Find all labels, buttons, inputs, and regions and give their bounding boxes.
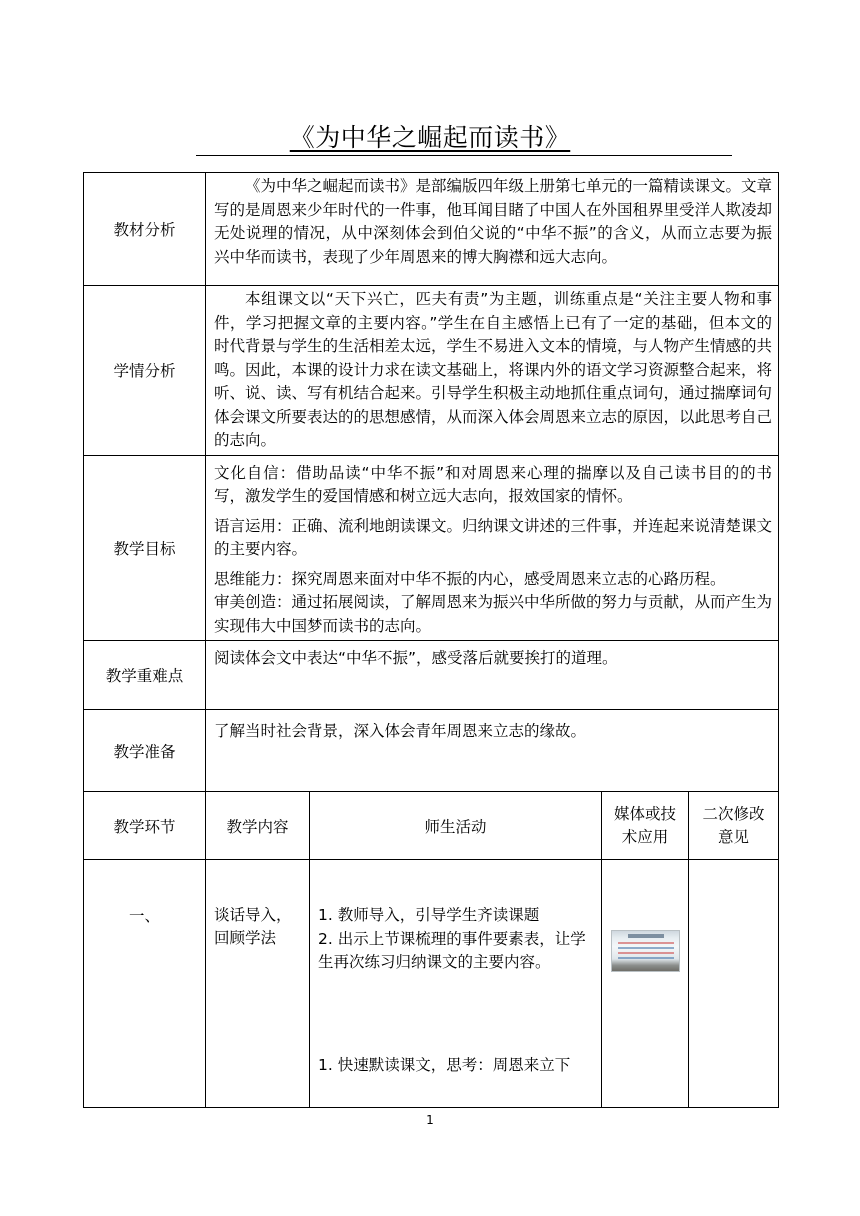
cell-preparation	[206, 710, 779, 792]
cell-learner-analysis	[206, 286, 779, 456]
header-media: 媒体或技术应用	[602, 792, 689, 860]
text-learner-analysis: 本组课文以“天下兴亡，匹夫有责”为主题，训练重点是“关注主要人物和事件，学习把握文章的主要内容。”学生在自主感悟上已有了一定的基础，但本文的时代背景与学生的生活相差太远，学生不易进入文本的情境，与人物产生情感的共鸣。因此，本课的设计力求在读文基础上，将课内外的语文学习资源整合起来，将听、说、读、写有机结合起来。引导学生积极主动地抓住重点词句，通过揣摩词句体会课文所要表达的的思想感情，从而深入体会周恩来立志的原因，以此思考自己的志向。	[214, 290, 773, 449]
header-stage: 教学环节	[84, 792, 206, 860]
table-row	[84, 860, 779, 1108]
activity-line-next: 1. 快速默读课文，思考：周恩来立下	[318, 1056, 571, 1074]
row-teaching-objectives	[84, 455, 779, 641]
stage-media	[602, 860, 689, 1108]
process-header-row	[84, 792, 779, 860]
objective-thinking: 思维能力：探究周恩来面对中华不振的内心，感受周恩来立志的心路历程。	[214, 569, 726, 588]
label-key-points: 教学重难点	[84, 641, 206, 710]
row-material-analysis	[84, 173, 779, 286]
objective-language: 语言运用：正确、流利地朗读课文。归纳课文讲述的三件事，并连起来说清楚课文的主要内容。	[214, 516, 773, 558]
activity-line: 1. 教师导入，引导学生齐读课题	[318, 906, 540, 924]
row-key-points	[84, 641, 779, 710]
label-learner-analysis: 学情分析	[84, 286, 206, 456]
text-key-points: 阅读体会文中表达“中华不振”，感受落后就要挨打的道理。	[214, 649, 618, 667]
lesson-plan-table	[83, 172, 779, 1108]
label-teaching-objectives: 教学目标	[84, 455, 206, 641]
cell-key-points	[206, 641, 779, 710]
stage-content: 谈话导入，回顾学法	[206, 860, 310, 1108]
label-material-analysis: 教材分析	[84, 173, 206, 286]
header-activities: 师生活动	[310, 792, 602, 860]
label-preparation: 教学准备	[84, 710, 206, 792]
slide-thumbnail-icon	[611, 930, 680, 972]
document-title: 《为中华之崛起而读书》	[289, 123, 571, 152]
page-number: 1	[426, 1113, 434, 1127]
stage-revision	[689, 860, 779, 1108]
cell-material-analysis	[206, 173, 779, 286]
header-content: 教学内容	[206, 792, 310, 860]
header-revision: 二次修改意见	[689, 792, 779, 860]
stage-activities	[310, 860, 602, 1108]
text-material-analysis: 《为中华之崛起而读书》是部编版四年级上册第七单元的一篇精读课文。文章写的是周恩来少年时代的一件事，他耳闻目睹了中国人在外国租界里受洋人欺凌却无处说理的情况，从中深刻体会到伯父说的“中华不振”的含义，从而立志要为振兴中华而读书，表现了少年周恩来的博大胸襟和远大志向。	[214, 177, 773, 266]
stage-number: 一、	[84, 860, 206, 1108]
text-preparation: 了解当时社会背景，深入体会青年周恩来立志的缘故。	[214, 722, 587, 740]
cell-teaching-objectives	[206, 455, 779, 641]
objective-aesthetic: 审美创造：通过拓展阅读，了解周恩来为振兴中华所做的努力与贡献，从而产生为实现伟大中国梦而读书的志向。	[214, 593, 773, 635]
row-preparation	[84, 710, 779, 792]
title-underline-rule	[196, 155, 732, 156]
activity-line: 2. 出示上节课梳理的事件要素表，让学生再次练习归纳课文的主要内容。	[318, 929, 586, 971]
row-learner-analysis	[84, 286, 779, 456]
objective-culture: 文化自信：借助品读“中华不振”和对周恩来心理的揣摩以及自己读书目的的书写，激发学生的爱国情感和树立远大志向，报效国家的情怀。	[214, 463, 773, 505]
